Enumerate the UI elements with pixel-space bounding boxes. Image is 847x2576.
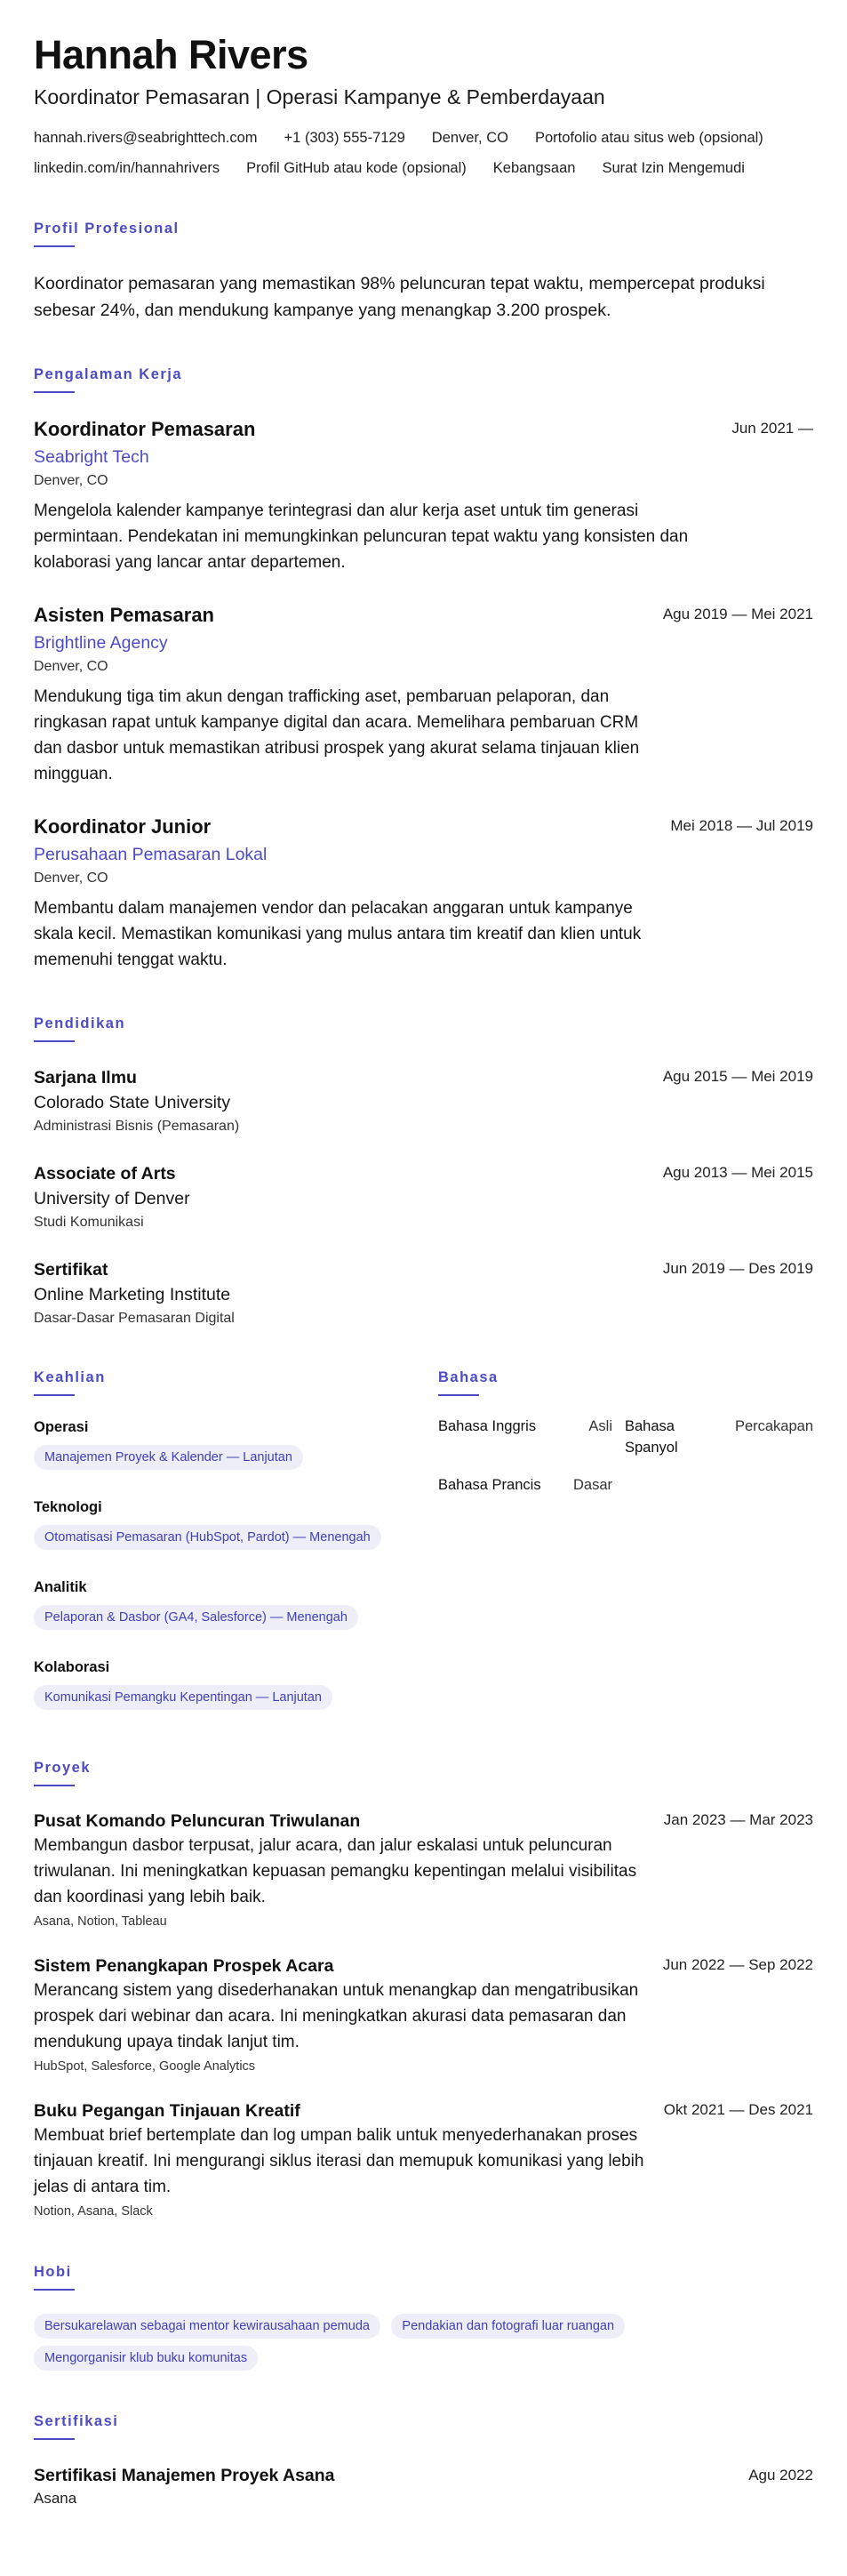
skill-pill: Manajemen Proyek & Kalender — Lanjutan: [34, 1445, 303, 1470]
summary-text: Koordinator pemasaran yang memastikan 98% peluncuran tepat waktu, mempercepat produksi sebesar 24%, dan mendukung kampanye yang menangkap 3.200 prospek.: [34, 274, 765, 320]
job-entry: [34, 814, 813, 973]
education-field: Studi Komunikasi: [34, 1215, 144, 1230]
skill-group: [34, 1497, 438, 1557]
section-divider: [34, 1394, 75, 1396]
skill-group-name: Teknologi: [34, 1499, 102, 1515]
section-title: Pendidikan: [34, 1015, 126, 1031]
project-date: Okt 2021 — Des 2021: [663, 2101, 813, 2118]
education-entry: [34, 1065, 813, 1138]
contact-list: [34, 123, 816, 183]
education-field: Administrasi Bisnis (Pemasaran): [34, 1119, 240, 1134]
job-date: Agu 2019 — Mei 2021: [662, 606, 813, 622]
language-level: Dasar: [572, 1477, 612, 1493]
section-divider: [34, 391, 75, 393]
section-title: Proyek: [34, 1760, 92, 1776]
education-field: Dasar-Dasar Pemasaran Digital: [34, 1311, 235, 1326]
education-degree: Sertifikat: [34, 1260, 108, 1280]
certification-entry: [34, 2463, 813, 2509]
project-date: Jan 2023 — Mar 2023: [663, 1811, 813, 1828]
section-title: Keahlian: [34, 1369, 106, 1385]
job-entry: [34, 416, 813, 575]
project-date: Jun 2022 — Sep 2022: [662, 1956, 813, 1973]
job-company: Seabright Tech: [34, 447, 149, 467]
language-item: [438, 1416, 625, 1458]
project-description: Membuat brief bertemplate dan log umpan balik untuk menyederhanakan proses tinjauan kreatif. Ini mengurangi siklus iterasi dan memupuk komunikasi yang lebih jelas di antara tim.: [34, 2126, 644, 2196]
language-item: [625, 1416, 813, 1458]
section-title: Hobi: [34, 2264, 72, 2280]
contact-license: Surat Izin Mengemudi: [602, 160, 745, 176]
skill-group-name: Kolaborasi: [34, 1659, 110, 1675]
summary-section: [34, 219, 813, 324]
certification-issuer: Asana: [34, 2490, 77, 2507]
education-degree: Associate of Arts: [34, 1164, 176, 1184]
education-school: Colorado State University: [34, 1093, 231, 1112]
contact-phone[interactable]: +1 (303) 555-7129: [284, 130, 405, 146]
education-degree: Sarjana Ilmu: [34, 1068, 137, 1087]
language-list: [438, 1416, 813, 1496]
job-title: Koordinator Pemasaran: [34, 418, 256, 440]
skill-group-name: Operasi: [34, 1419, 89, 1435]
section-title: Pengalaman Kerja: [34, 366, 183, 382]
language-level: Percakapan: [734, 1418, 813, 1434]
education-entry: [34, 1161, 813, 1234]
job-description: Membantu dalam manajemen vendor dan pelacakan anggaran untuk kampanye skala kecil. Memastikan komunikasi yang mulus antara tim kreatif dan klien untuk memenuhi tenggat waktu.: [34, 899, 642, 969]
section-divider: [34, 2289, 75, 2291]
project-entry: [34, 1954, 813, 2076]
education-school: Online Marketing Institute: [34, 1285, 231, 1304]
projects-section: [34, 1758, 813, 2221]
job-company: Perusahaan Pemasaran Lokal: [34, 845, 268, 864]
language-name: Bahasa Spanyol: [625, 1418, 678, 1456]
candidate-name: Hannah Rivers: [34, 32, 308, 77]
project-tools: HubSpot, Salesforce, Google Analytics: [34, 2059, 256, 2074]
hobby-pill: Bersukarelawan sebagai mentor kewirausahaan pemuda: [34, 2314, 380, 2339]
job-company: Brightline Agency: [34, 633, 168, 653]
job-location: Denver, CO: [34, 659, 108, 674]
education-date: Agu 2013 — Mei 2015: [662, 1164, 813, 1181]
job-date: Mei 2018 — Jul 2019: [670, 817, 813, 834]
language-level: Asli: [588, 1418, 612, 1434]
language-item: [438, 1474, 625, 1496]
education-date: Agu 2015 — Mei 2019: [662, 1068, 813, 1085]
hobby-list: [34, 2314, 816, 2378]
skill-pill: Pelaporan & Dasbor (GA4, Salesforce) — Menengah: [34, 1605, 358, 1630]
candidate-headline: Koordinator Pemasaran | Operasi Kampanye & Pemberdayaan: [34, 85, 605, 108]
education-school: University of Denver: [34, 1189, 190, 1208]
contact-linkedin[interactable]: linkedin.com/in/hannahrivers: [34, 160, 220, 176]
job-title: Asisten Pemasaran: [34, 604, 214, 626]
skill-group: [34, 1577, 438, 1637]
languages-section: [438, 1368, 813, 1717]
skill-group-name: Analitik: [34, 1579, 87, 1595]
section-title: Profil Profesional: [34, 221, 180, 237]
certifications-section: [34, 2411, 813, 2509]
project-entry: [34, 1810, 813, 1931]
experience-section: [34, 365, 813, 973]
contact-nationality: Kebangsaan: [492, 160, 576, 176]
section-title: Sertifikasi: [34, 2413, 119, 2429]
job-date: Jun 2021 —: [731, 420, 813, 437]
skill-pill: Komunikasi Pemangku Kepentingan — Lanjutan: [34, 1685, 332, 1710]
resume-header: [34, 30, 813, 183]
hobby-pill: Pendakian dan fotografi luar ruangan: [391, 2314, 625, 2339]
contact-email[interactable]: hannah.rivers@seabrighttech.com: [34, 130, 258, 146]
education-section: [34, 1014, 813, 1330]
skills-languages-row: [34, 1368, 813, 1717]
education-entry: [34, 1257, 813, 1330]
job-location: Denver, CO: [34, 473, 108, 488]
project-description: Merancang sistem yang disederhanakan untuk menangkap dan mengatribusikan prospek dari webinar dan acara. Ini meningkatkan akurasi data pemasaran dan mendukung upaya tindak lanjut tim.: [34, 1981, 639, 2051]
project-tools: Notion, Asana, Slack: [34, 2204, 153, 2219]
contact-github[interactable]: Profil GitHub atau kode (opsional): [246, 160, 467, 176]
skills-section: [34, 1368, 438, 1717]
job-title: Koordinator Junior: [34, 815, 212, 838]
job-entry: [34, 602, 813, 787]
language-name: Bahasa Inggris: [438, 1418, 537, 1434]
project-entry: [34, 2099, 813, 2221]
project-title: Pusat Komando Peluncuran Triwulanan: [34, 1811, 361, 1831]
project-tools: Asana, Notion, Tableau: [34, 1914, 167, 1929]
project-title: Sistem Penangkapan Prospek Acara: [34, 1956, 334, 1976]
skill-pill: Otomatisasi Pemasaran (HubSpot, Pardot) — Menengah: [34, 1525, 381, 1550]
section-divider: [34, 1040, 75, 1042]
section-divider: [438, 1394, 479, 1396]
education-date: Jun 2019 — Des 2019: [662, 1260, 813, 1277]
section-divider: [34, 2438, 75, 2440]
hobby-pill: Mengorganisir klub buku komunitas: [34, 2346, 258, 2371]
project-title: Buku Pegangan Tinjauan Kreatif: [34, 2101, 300, 2121]
certification-date: Agu 2022: [748, 2467, 813, 2484]
skill-group: [34, 1657, 438, 1717]
skill-group: [34, 1417, 438, 1477]
section-title: Bahasa: [438, 1369, 499, 1385]
contact-portfolio[interactable]: Portofolio atau situs web (opsional): [534, 130, 763, 146]
job-location: Denver, CO: [34, 871, 108, 886]
language-name: Bahasa Prancis: [438, 1477, 541, 1493]
project-description: Membangun dasbor terpusat, jalur acara, dan jalur eskalasi untuk peluncuran triwulanan. Ini meningkatkan kepuasan pemangku kepentingan melalui visibilitas dan koordinasi yang lebih baik.: [34, 1836, 637, 1906]
contact-location: Denver, CO: [431, 130, 508, 146]
section-divider: [34, 245, 75, 247]
section-divider: [34, 1785, 75, 1786]
job-description: Mengelola kalender kampanye terintegrasi dan alur kerja aset untuk tim generasi permintaan. Pendekatan ini memungkinkan peluncuran tepat waktu yang konsisten dan kolaborasi yang lancar antar departemen.: [34, 502, 689, 572]
certification-title: Sertifikasi Manajemen Proyek Asana: [34, 2466, 335, 2485]
job-description: Mendukung tiga tim akun dengan trafficking aset, pembaruan pelaporan, dan ringkasan rapat untuk kampanye digital dan acara. Memelihara pembaruan CRM dan dasbor untuk memastikan atribusi prospek yang akurat selama tinjauan klien mingguan.: [34, 687, 640, 783]
hobbies-section: [34, 2262, 813, 2378]
